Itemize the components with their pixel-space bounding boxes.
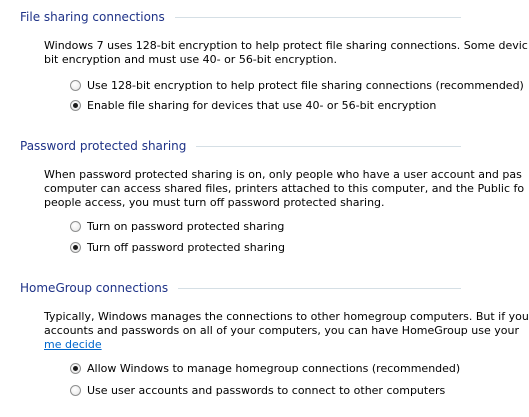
section-title-homegroup: HomeGroup connections — [20, 281, 169, 295]
section-header-homegroup — [20, 280, 461, 296]
desc-line: When password protected sharing is on, only people who have a user account and pas — [44, 168, 522, 181]
radio-button-checked-icon[interactable] — [70, 242, 81, 253]
password-sharing-description — [44, 168, 525, 210]
radio-allow-windows-manage-homegroup[interactable]: Allow Windows to manage homegroup connections (recommended) — [70, 361, 460, 375]
section-divider — [196, 146, 461, 147]
file-sharing-description — [44, 39, 528, 67]
radio-turn-off-password-sharing[interactable]: Turn off password protected sharing — [70, 240, 285, 254]
me-decide-link[interactable]: me decide — [44, 338, 102, 351]
desc-line: bit encryption and must use 40- or 56-bit encryption. — [44, 53, 337, 66]
section-header-password-sharing — [20, 138, 461, 154]
radio-40-56-bit-encryption[interactable]: Enable file sharing for devices that use 40- or 56-bit encryption — [70, 98, 436, 112]
desc-line: accounts and passwords on all of your computers, you can have HomeGroup use your — [44, 324, 519, 337]
section-divider — [178, 288, 461, 289]
radio-button-icon[interactable] — [70, 80, 81, 91]
desc-line: Typically, Windows manages the connections to other homegroup computers. But if you — [44, 310, 529, 323]
section-header-file-sharing — [20, 9, 461, 25]
radio-button-icon[interactable] — [70, 221, 81, 232]
desc-line: people access, you must turn off password protected sharing. — [44, 196, 385, 209]
radio-button-icon[interactable] — [70, 385, 81, 396]
radio-button-checked-icon[interactable] — [70, 363, 81, 374]
section-divider — [175, 17, 461, 18]
desc-line: Windows 7 uses 128-bit encryption to help protect file sharing connections. Some devic — [44, 39, 528, 52]
section-title-password-sharing: Password protected sharing — [20, 139, 187, 153]
radio-button-checked-icon[interactable] — [70, 100, 81, 111]
radio-use-user-accounts-passwords[interactable]: Use user accounts and passwords to connect to other computers — [70, 383, 445, 397]
section-title-file-sharing: File sharing connections — [20, 10, 165, 24]
desc-line: computer can access shared files, printers attached to this computer, and the Public fo — [44, 182, 525, 195]
radio-turn-on-password-sharing[interactable]: Turn on password protected sharing — [70, 219, 284, 233]
homegroup-description — [44, 310, 529, 352]
radio-128-bit-encryption[interactable]: Use 128-bit encryption to help protect file sharing connections (recommended) — [70, 78, 524, 92]
